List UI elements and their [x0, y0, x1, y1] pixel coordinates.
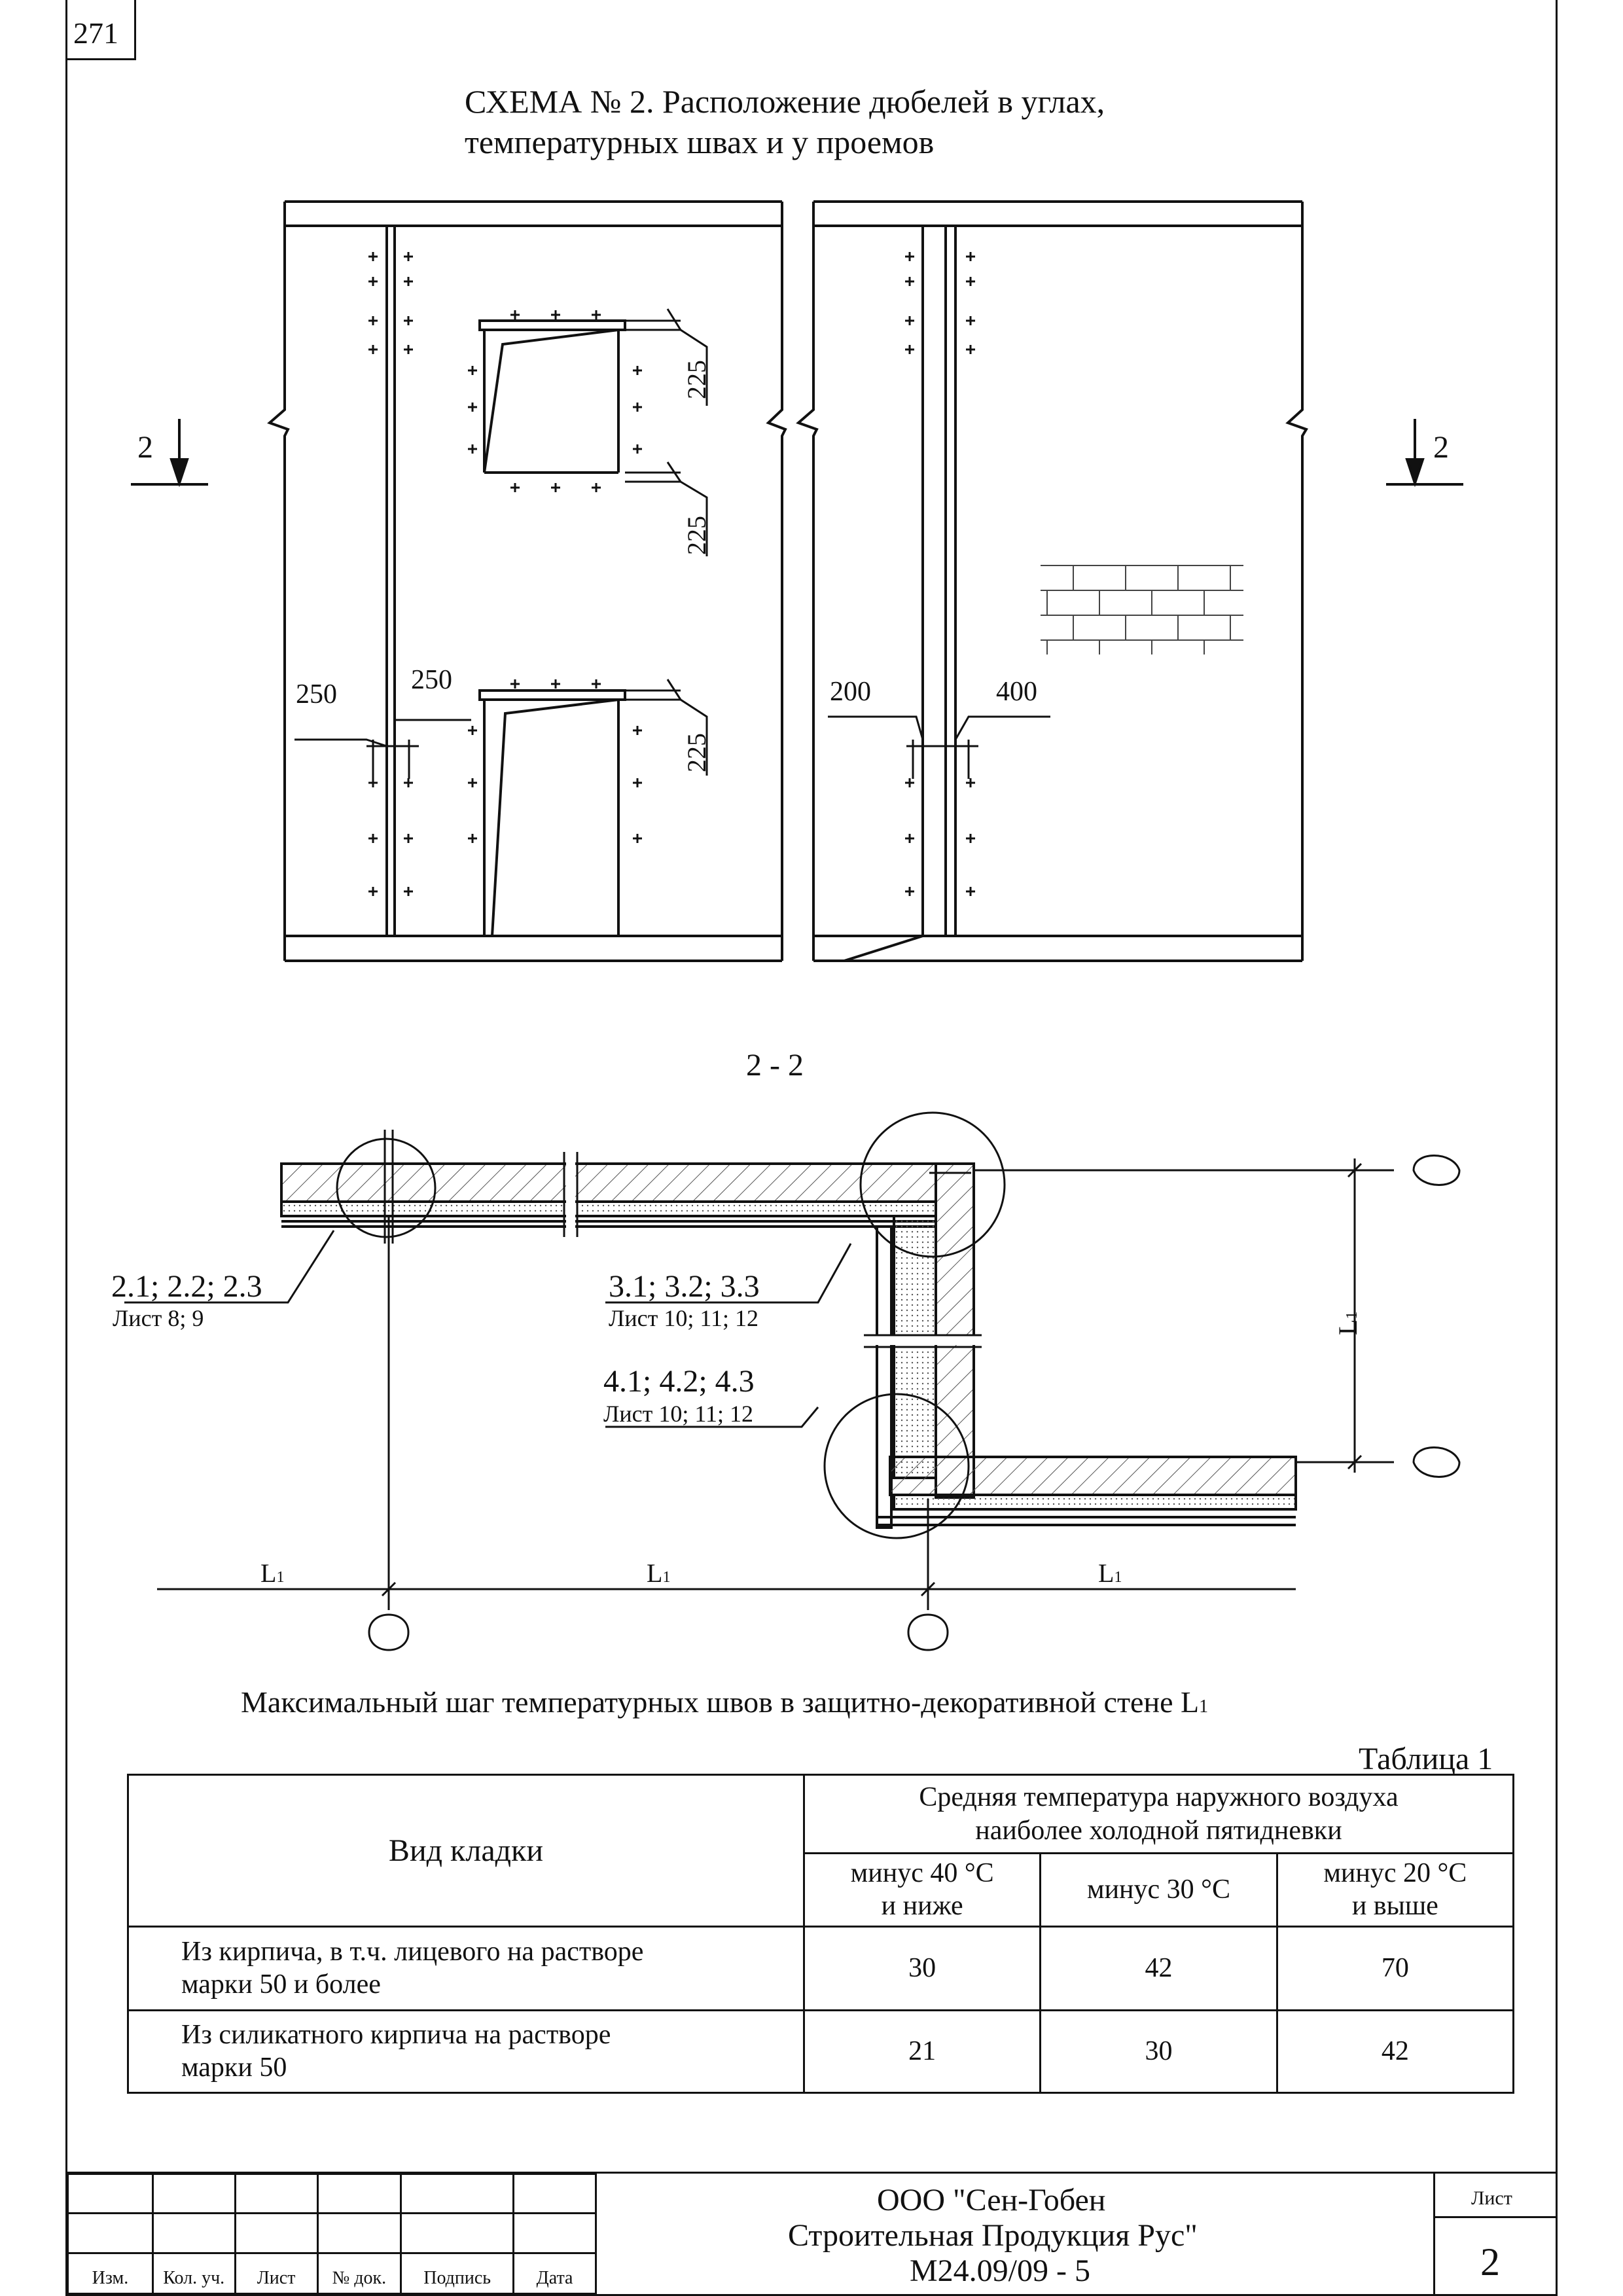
section-mark-left: 2: [137, 430, 153, 465]
table-row-1-value-1: 30: [804, 1926, 1041, 2010]
table-header-group-line1: Средняя температура наружного воздуха: [919, 1782, 1399, 1813]
table-row: [128, 2010, 1514, 2092]
dim-l1-middle: L1: [647, 1558, 671, 1588]
table-row: [128, 1926, 1514, 2010]
callout-2-label: 3.1; 3.2; 3.3: [609, 1269, 760, 1304]
stamp-col-izm: Изм.: [68, 2253, 153, 2293]
table-name: Таблица 1: [1359, 1742, 1493, 1776]
stamp-col-sign: Подпись: [401, 2253, 514, 2293]
figure-caption: Максимальный шаг температурных швов в защитно-декоративной стене L1: [241, 1685, 1209, 1719]
dim-l1-vertical: L1: [1333, 1311, 1363, 1335]
dim-l1-right: L1: [1098, 1558, 1122, 1588]
elevation-drawing: [0, 0, 1623, 1021]
drawing-title-line2: температурных швах и у проемов: [465, 124, 935, 160]
section-mark-right: 2: [1433, 430, 1449, 465]
stamp-col-date: Дата: [514, 2253, 596, 2293]
dim-250-right: 250: [411, 665, 452, 695]
table-row-2-value-2: 30: [1041, 2010, 1277, 2092]
callout-1-sheet: Лист 8; 9: [113, 1305, 204, 1331]
section-title: 2 - 2: [746, 1048, 804, 1083]
callout-3-label: 4.1; 4.2; 4.3: [603, 1364, 755, 1399]
left-panel-outline: [270, 202, 288, 961]
stamp-col-list: Лист: [235, 2253, 317, 2293]
table-row-2-value-1: 21: [804, 2010, 1041, 2092]
dim-400: 400: [996, 677, 1037, 707]
table-header-group-line2: наиболее холодной пятидневки: [975, 1815, 1342, 1846]
dim-l1-left: L1: [260, 1558, 285, 1588]
dim-225-middle: 225: [682, 516, 711, 555]
brick-hatch: [1041, 565, 1243, 655]
lower-window-sill: [480, 691, 625, 700]
callout-2-sheet: Лист 10; 11; 12: [609, 1305, 759, 1331]
table-row-1-label: Из кирпича, в т.ч. лицевого на растворе марки 50 и более: [128, 1926, 804, 2010]
company-line1: ООО "Сен-Гобен: [877, 2183, 1106, 2217]
table-row-1-value-2: 42: [1041, 1926, 1277, 2010]
spec-table: [127, 1774, 1514, 2094]
sheet-number-corner: 271: [73, 16, 118, 50]
callout-3-sheet: Лист 10; 11; 12: [603, 1401, 754, 1427]
table-row-1-value-3: 70: [1277, 1926, 1513, 2010]
company-line2: Строительная Продукция Рус": [788, 2218, 1198, 2253]
stamp-col-kol: Кол. уч.: [152, 2253, 235, 2293]
table-col-header-3: минус 20 °С и выше: [1277, 1854, 1513, 1927]
dim-225-upper: 225: [682, 360, 711, 399]
sheet-cell-hline: [1433, 2216, 1558, 2218]
dim-200: 200: [830, 677, 871, 707]
table-header-masonry: Вид кладки: [128, 1775, 804, 1927]
sheet-label: Лист: [1471, 2187, 1512, 2209]
section-drawing: [0, 1100, 1623, 1676]
dowel-marks: [368, 252, 975, 896]
callout-1-label: 2.1; 2.2; 2.3: [111, 1269, 262, 1304]
drawing-title-line1: СХЕМА № 2. Расположение дюбелей в углах,: [465, 83, 1105, 120]
table-header-group: [804, 1775, 1514, 1854]
table-col-header-1: минус 40 °С и ниже: [804, 1854, 1041, 1927]
stamp-col-doc: № док.: [317, 2253, 401, 2293]
revision-table: [67, 2173, 597, 2295]
sheet-value: 2: [1480, 2240, 1500, 2284]
document-code: М24.09/09 - 5: [910, 2253, 1090, 2288]
table-col-header-2: минус 30 °С: [1041, 1854, 1277, 1927]
table-row-2-label: Из силикатного кирпича на растворе марки 50: [128, 2010, 804, 2092]
table-row-2-value-3: 42: [1277, 2010, 1513, 2092]
upper-window-sill: [480, 321, 625, 330]
dim-225-lower: 225: [682, 733, 711, 772]
sheet-cell-divider: [1433, 2172, 1435, 2296]
dim-250-left: 250: [296, 679, 337, 709]
